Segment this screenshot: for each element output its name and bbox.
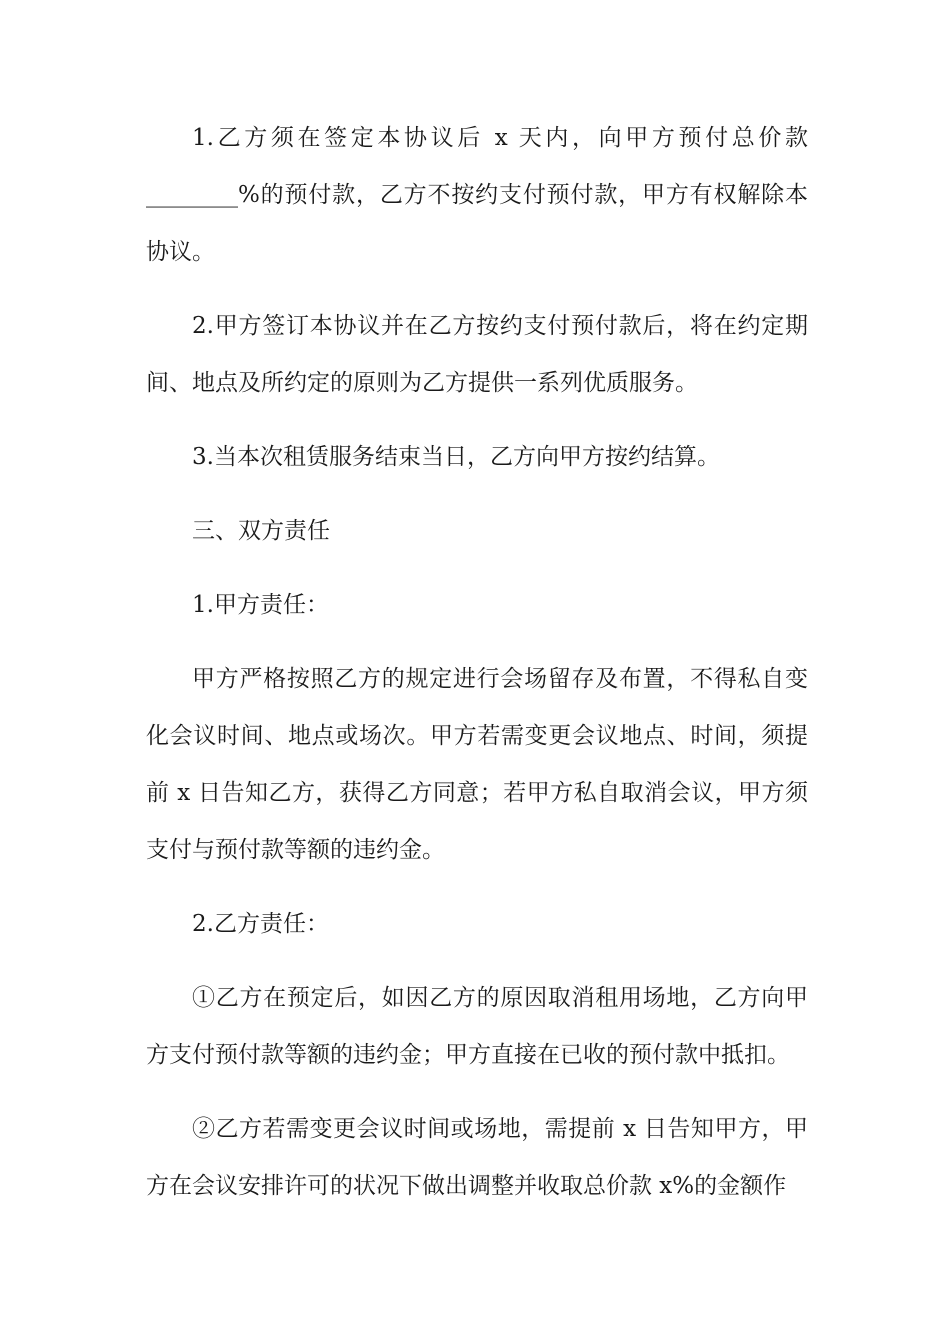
- paragraph-party-b-change: ②乙方若需变更会议时间或场地，需提前 x 日告知甲方，甲方在会议安排许可的状况下做出调整并收取总价款 x%的金额作: [146, 1116, 808, 1199]
- subheading-party-b: 2.乙方责任：: [192, 911, 329, 937]
- paragraph-prepayment: 1.乙方须在签定本协议后 x 天内，向甲方预付总价款________%的预付款，乙方不按约支付预付款，甲方有权解除本协议。: [146, 125, 808, 265]
- paragraph-service-provision: 2.甲方签订本协议并在乙方按约支付预付款后，将在约定期间、地点及所约定的原则为乙方提供一系列优质服务。: [146, 313, 808, 396]
- paragraph-party-b-cancellation: ①乙方在预定后，如因乙方的原因取消租用场地，乙方向甲方支付预付款等额的违约金；甲方直接在已收的预付款中抵扣。: [146, 985, 808, 1068]
- section-heading-responsibilities: 三、双方责任: [192, 518, 330, 544]
- paragraph-settlement: 3.当本次租赁服务结束当日，乙方向甲方按约结算。: [192, 444, 720, 470]
- subheading-party-a: 1.甲方责任：: [192, 592, 329, 618]
- paragraph-party-a-duties: 甲方严格按照乙方的规定进行会场留存及布置，不得私自变化会议时间、地点或场次。甲方若需变更会议地点、时间，须提前 x 日告知乙方，获得乙方同意；若甲方私自取消会议，甲方须支付与预付款等额的违约金。: [146, 666, 808, 863]
- document-body: [146, 110, 808, 1232]
